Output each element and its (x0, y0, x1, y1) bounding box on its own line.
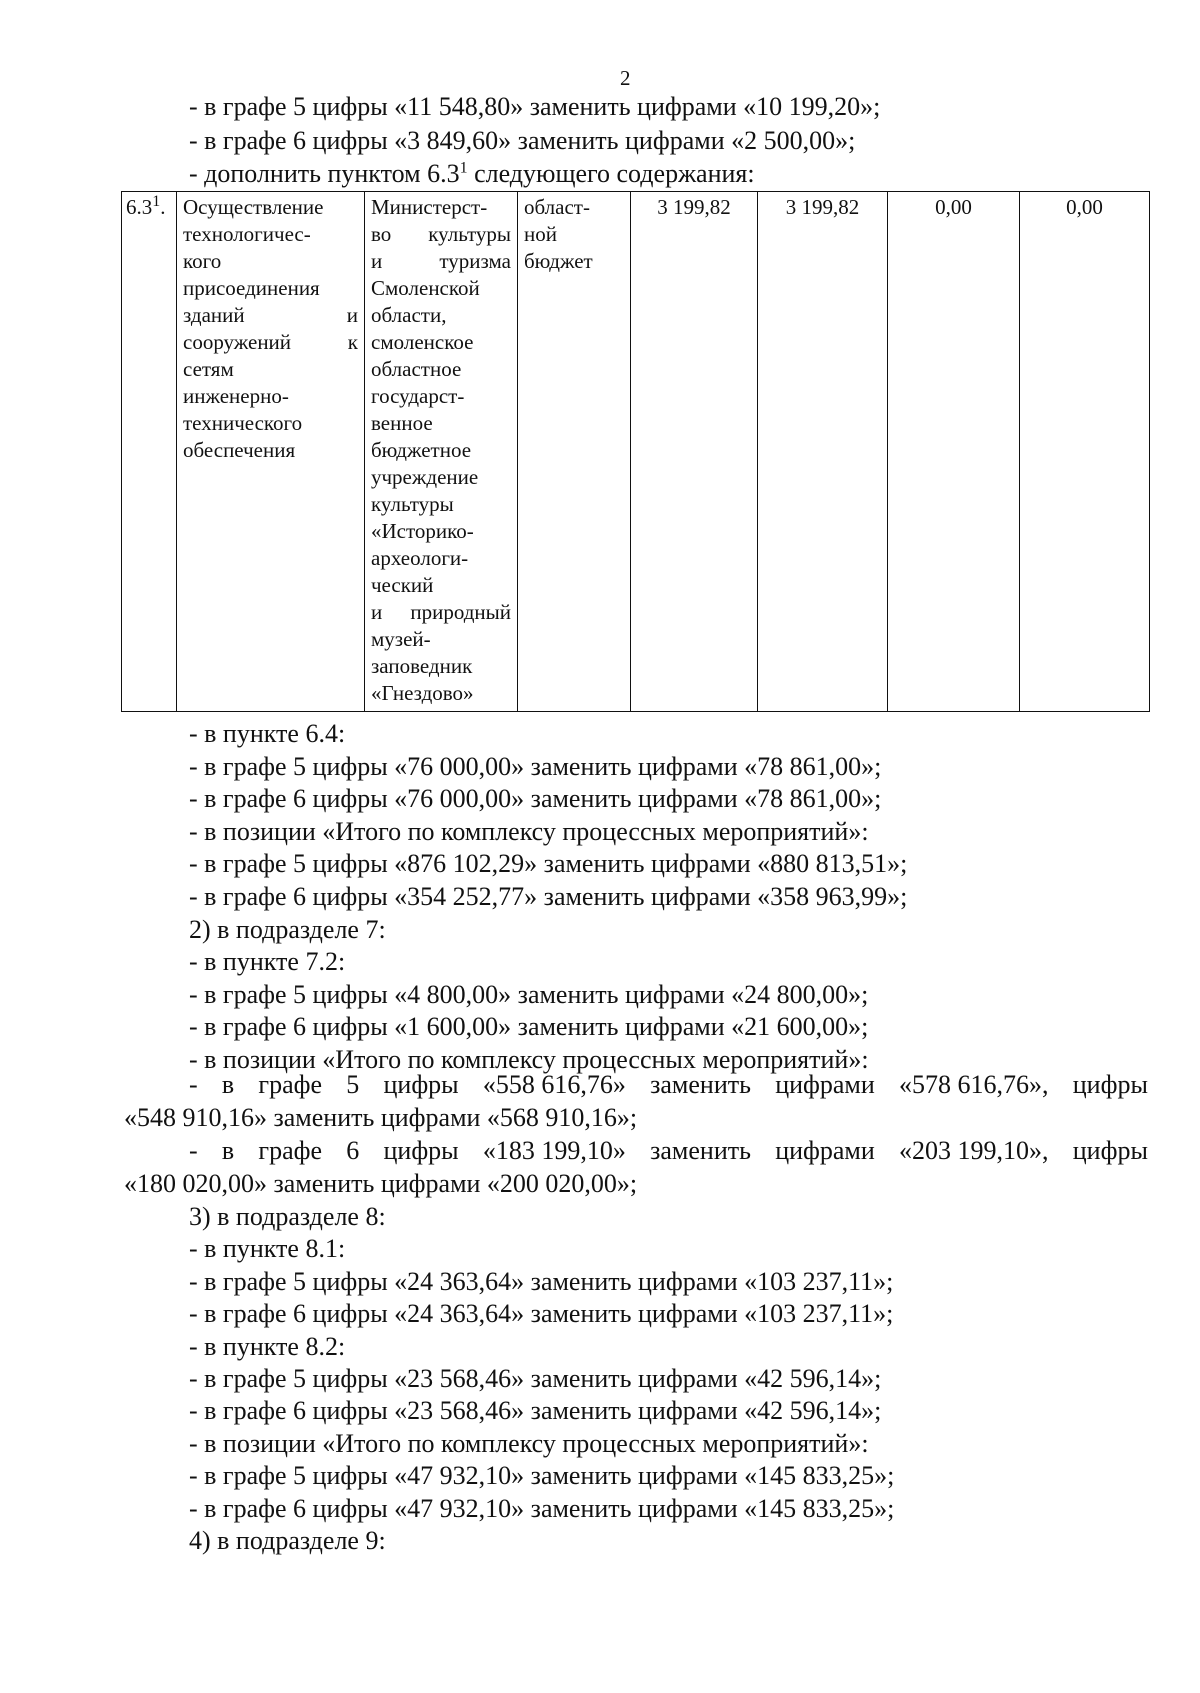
cell-line: государст- (371, 384, 465, 408)
word: «203 199,10», (899, 1136, 1049, 1165)
cell-line: заповедник (371, 654, 473, 678)
cell-line: культуры (371, 492, 454, 516)
cell-funding-source (518, 192, 631, 712)
word: - (189, 1136, 198, 1165)
cell-line: археологи- (371, 546, 469, 570)
text-line: - в графе 5 цифры «4 800,00» заменить цифрами «24 800,00»; (189, 979, 869, 1009)
cell-line: областное (371, 357, 462, 381)
cell-line: присоединения (183, 276, 320, 300)
cell-line: музей- (371, 627, 431, 651)
cell-line: технологичес- (183, 222, 311, 246)
cell-col7: 0,00 (888, 192, 1020, 712)
word: заменить (650, 1070, 751, 1099)
text-line: - в графе 6 цифры «47 932,10» заменить цифрами «145 833,25»; (189, 1493, 895, 1523)
word: цифрами (775, 1070, 875, 1099)
add-item-sup: 1 (459, 159, 468, 177)
text-line: - в графе 5 цифры «24 363,64» заменить цифрами «103 237,11»; (189, 1266, 894, 1296)
word: 5 (346, 1070, 360, 1099)
cell-col6: 3 199,82 (758, 192, 888, 712)
cell-line: «Историко- (371, 519, 474, 543)
cell-line: и природный (371, 600, 511, 624)
text-line: - в позиции «Итого по комплексу процессных мероприятий»: (189, 816, 869, 846)
text-line: 4) в подразделе 9: (189, 1526, 386, 1555)
cell-responsible (365, 192, 518, 712)
word: цифрами (775, 1136, 875, 1165)
cell-col8: 0,00 (1020, 192, 1150, 712)
text-line: 2) в подразделе 7: (189, 914, 386, 944)
wrapped-paragraph-1 (189, 1070, 1148, 1100)
add-item-prefix: - дополнить пунктом 6.3 (189, 159, 460, 188)
text-line: - в пункте 6.4: (189, 719, 346, 748)
cell-line: обеспечения (183, 438, 296, 462)
cell-row-number: $6.3^1$. (122, 192, 177, 712)
wrapped-paragraph-2 (189, 1136, 1148, 1166)
cell-line: Смоленской (371, 276, 480, 300)
text-line: - в графе 6 цифры «76 000,00» заменить цифрами «78 861,00»; (189, 784, 882, 814)
cell-line: «Гнездово» (371, 681, 474, 705)
cell-line: бюджетное (371, 438, 472, 462)
cell-line: кого (183, 249, 222, 273)
word: в (221, 1070, 235, 1099)
cell-line: Осуществление (183, 195, 324, 219)
cell-line: област- (524, 195, 590, 219)
word: цифры (383, 1136, 459, 1165)
text-line: - в графе 6 цифры «354 252,77» заменить цифрами «358 963,99»; (189, 882, 908, 911)
cell-line: и туризма (371, 249, 511, 273)
amendment-table (121, 191, 1150, 712)
intro-line: - в графе 6 цифры «3 849,60» заменить цифрами «2 500,00»; (189, 126, 856, 155)
wrapped-continuation-2: «180 020,00» заменить цифрами «200 020,00»; (124, 1169, 638, 1198)
text-line: - в графе 5 цифры «876 102,29» заменить цифрами «880 813,51»; (189, 849, 908, 879)
text-line: - в графе 5 цифры «47 932,10» заменить цифрами «145 833,25»; (189, 1461, 895, 1491)
word: графе (258, 1136, 323, 1165)
word: «183 199,10» (482, 1136, 626, 1165)
cell-line: инженерно- (183, 384, 289, 408)
word: «578 616,76», (899, 1070, 1049, 1099)
cell-line: бюджет (524, 249, 593, 273)
cell-line: зданий и (183, 303, 358, 327)
text-line: - в пункте 7.2: (189, 947, 346, 977)
word: 6 (346, 1136, 360, 1165)
cell-line: технического (183, 411, 303, 435)
word: графе (258, 1070, 323, 1099)
add-item-suffix: следующего содержания: (467, 159, 755, 188)
text-line: - в пункте 8.2: (189, 1331, 346, 1361)
cell-line: сооружений к (183, 330, 358, 354)
text-line: - в графе 5 цифры «76 000,00» заменить цифрами «78 861,00»; (189, 751, 882, 781)
table-row (122, 192, 1150, 712)
text-line: - в позиции «Итого по комплексу процессных мероприятий»: (189, 1045, 869, 1074)
word: цифры (1072, 1136, 1148, 1165)
text-line: - в графе 6 цифры «23 568,46» заменить цифрами «42 596,14»; (189, 1396, 882, 1426)
text-line: - в графе 6 цифры «24 363,64» заменить цифрами «103 237,11»; (189, 1299, 894, 1329)
word: - (189, 1070, 198, 1099)
cell-line: ческий (371, 573, 434, 597)
word: в (221, 1136, 235, 1165)
intro-line: - в графе 5 цифры «11 548,80» заменить цифрами «10 199,20»; (189, 92, 881, 121)
cell-line: во культуры (371, 222, 511, 246)
cell-line: сетям (183, 357, 234, 381)
cell-line: ной (524, 222, 557, 246)
wrapped-continuation-1: «548 910,16» заменить цифрами «568 910,16»; (124, 1103, 638, 1132)
page-number: 2 (620, 66, 631, 90)
text-line: 3) в подразделе 8: (189, 1202, 386, 1231)
add-item-line (189, 159, 755, 189)
text-line: - в пункте 8.1: (189, 1234, 346, 1264)
cell-line: учреждение (371, 465, 479, 489)
word: цифры (383, 1070, 459, 1099)
text-line: - в позиции «Итого по комплексу процессных мероприятий»: (189, 1428, 869, 1458)
text-line: - в графе 5 цифры «23 568,46» заменить цифрами «42 596,14»; (189, 1364, 882, 1393)
cell-col5: 3 199,82 (631, 192, 758, 712)
word: цифры (1072, 1070, 1148, 1099)
cell-line: венное (371, 411, 433, 435)
word: «558 616,76» (482, 1070, 626, 1099)
word: заменить (650, 1136, 751, 1165)
cell-activity (177, 192, 365, 712)
cell-line: смоленское (371, 330, 474, 354)
cell-line: Министерст- (371, 195, 488, 219)
cell-line: области, (371, 303, 447, 327)
text-line: - в графе 6 цифры «1 600,00» заменить цифрами «21 600,00»; (189, 1012, 869, 1042)
